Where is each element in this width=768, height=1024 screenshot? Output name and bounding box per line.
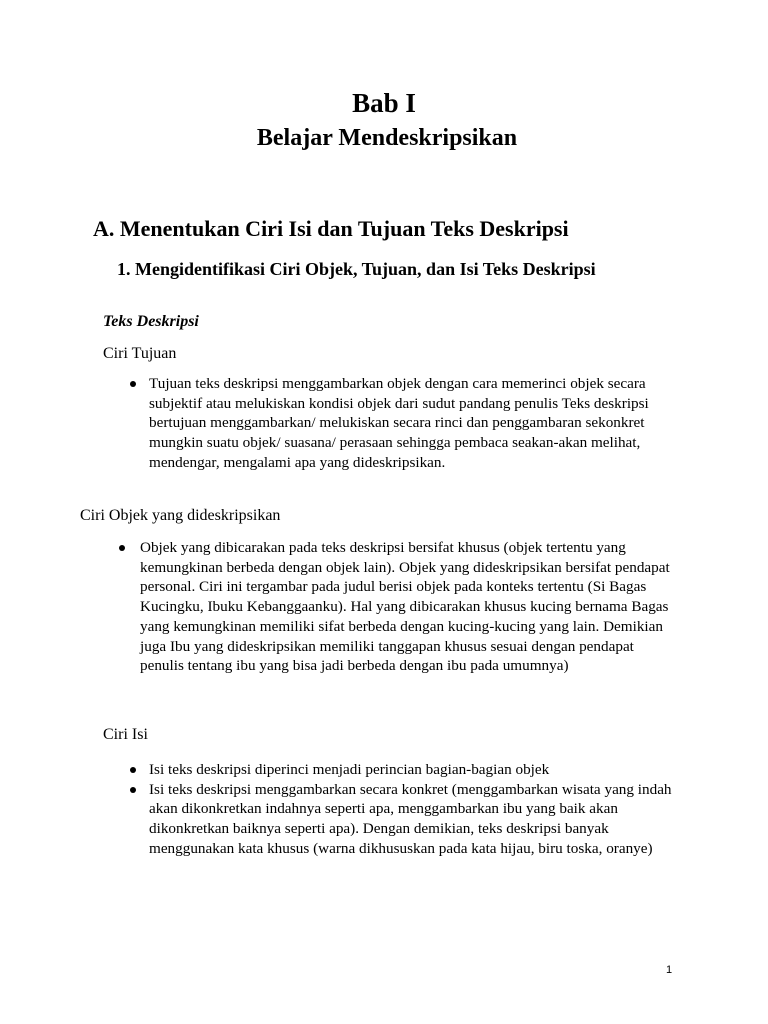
bullet-icon xyxy=(119,545,125,551)
page-number: 1 xyxy=(666,964,673,976)
list-item xyxy=(149,760,679,780)
list-item xyxy=(149,374,689,473)
list-item-text: Isi teks deskripsi menggambarkan secara konkret (menggambarkan wisata yang indah akan dikonkretkan indahnya seperti apa, menggambarkan ibu yang baik akan dikonkretkan baiknya seperti apa). Dengan demikian, teks deskripsi banyak menggunakan kata khusus (warna dikhususkan pada kata hijau, biru toska, oranye) xyxy=(149,780,672,857)
ciri-isi-list xyxy=(149,760,679,859)
ciri-objek-label: Ciri Objek yang dideskripsikan xyxy=(80,507,281,524)
teks-deskripsi-label: Teks Deskripsi xyxy=(103,313,199,330)
list-item-text: Objek yang dibicarakan pada teks deskripsi bersifat khusus (objek tertentu yang kemungkinan berbeda dengan objek lain). Objek yang dideskripsikan bersifat pendapat personal. Ciri ini tergambar pada judul berisi objek pada konteks tertentu (Si Bagas Kucingku, Ibuku Kebanggaanku). Hal yang dibicarakan khusus kucing bernama Bagas yang kemungkinan memiliki sifat berbeda dengan kucing-kucing yang lain. Demikian juga Ibu yang dideskripsikan memiliki tanggapan khusus sesuai dengan pendapat penulis tentang ibu yang bisa jadi berbeda dengan ibu pada umumnya) xyxy=(140,539,670,675)
subsection-heading: 1. Mengidentifikasi Ciri Objek, Tujuan, dan Isi Teks Deskripsi xyxy=(117,259,596,279)
section-heading: A. Menentukan Ciri Isi dan Tujuan Teks Deskripsi xyxy=(93,216,569,241)
chapter-title: Belajar Mendeskripsikan xyxy=(256,125,518,151)
ciri-isi-label: Ciri Isi xyxy=(103,726,148,743)
chapter-number: Bab I xyxy=(352,88,416,118)
bullet-icon xyxy=(130,787,136,793)
ciri-tujuan-list xyxy=(149,374,689,473)
list-item-text: Isi teks deskripsi diperinci menjadi perincian bagian-bagian objek xyxy=(149,761,550,778)
ciri-objek-list xyxy=(140,538,680,676)
bullet-icon xyxy=(130,381,136,387)
list-item xyxy=(149,780,679,859)
list-item xyxy=(140,538,680,676)
bullet-icon xyxy=(130,767,136,773)
list-item-text: Tujuan teks deskripsi menggambarkan objek dengan cara memerinci objek secara subjektif atau melukiskan kondisi objek dari sudut pandang penulis Teks deskripsi bertujuan menggambarkan/ melukiskan secara rinci dan penggambaran sekonkret mungkin suatu objek/ suasana/ perasaan sehingga pembaca seakan-akan melihat, mendengar, mengalami apa yang dideskripsikan. xyxy=(149,375,649,471)
ciri-tujuan-label: Ciri Tujuan xyxy=(103,345,177,362)
